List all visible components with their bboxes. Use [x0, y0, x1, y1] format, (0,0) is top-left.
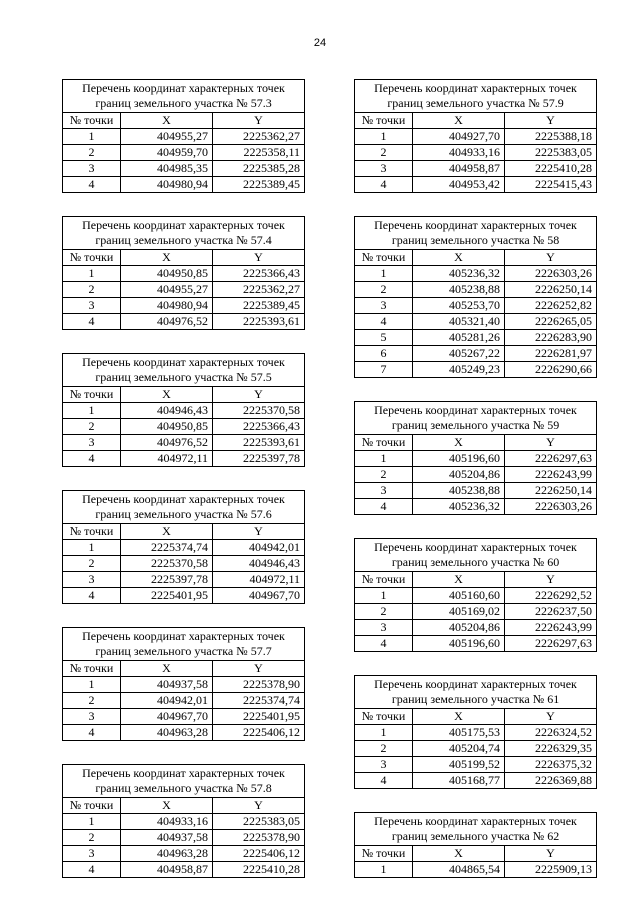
x-value: 405168,77 — [413, 773, 505, 789]
point-number: 5 — [355, 330, 413, 346]
point-number: 1 — [63, 129, 121, 145]
x-value: 405249,23 — [413, 362, 505, 378]
table-row — [63, 314, 305, 330]
point-number: 4 — [355, 314, 413, 330]
point-number: 2 — [63, 556, 121, 572]
x-value: 404955,27 — [121, 129, 213, 145]
point-number-header: № точки — [355, 709, 413, 725]
point-number: 1 — [355, 862, 413, 878]
y-header: Y — [213, 113, 305, 129]
point-number: 2 — [355, 145, 413, 161]
table-title: Перечень координат характерных точек границ земельного участка № 57.4 — [63, 217, 305, 250]
x-header: X — [121, 524, 213, 540]
point-number: 1 — [63, 403, 121, 419]
table-row — [355, 499, 597, 515]
table-row — [63, 161, 305, 177]
y-value: 2226303,26 — [505, 266, 597, 282]
coordinates-table — [62, 216, 305, 330]
y-value: 2225406,12 — [213, 725, 305, 741]
x-value: 405196,60 — [413, 451, 505, 467]
coordinates-table — [354, 216, 597, 378]
y-value: 2226369,88 — [505, 773, 597, 789]
table-row — [355, 282, 597, 298]
table-row — [355, 362, 597, 378]
y-header: Y — [505, 250, 597, 266]
table-row — [355, 314, 597, 330]
coordinates-table — [354, 538, 597, 652]
x-value: 405281,26 — [413, 330, 505, 346]
point-number: 3 — [355, 298, 413, 314]
x-value: 405238,88 — [413, 483, 505, 499]
point-number-header: № точки — [355, 572, 413, 588]
point-number-header: № точки — [63, 798, 121, 814]
y-value: 2225401,95 — [213, 709, 305, 725]
x-header: X — [413, 435, 505, 451]
x-header: X — [121, 250, 213, 266]
y-value: 2226290,66 — [505, 362, 597, 378]
y-value: 2226250,14 — [505, 483, 597, 499]
y-value: 2226297,63 — [505, 451, 597, 467]
table-row — [355, 451, 597, 467]
point-number-header: № точки — [355, 846, 413, 862]
table-title: Перечень координат характерных точек границ земельного участка № 57.7 — [63, 628, 305, 661]
x-header: X — [413, 113, 505, 129]
x-value: 405204,86 — [413, 467, 505, 483]
x-value: 404976,52 — [121, 314, 213, 330]
x-header: X — [413, 572, 505, 588]
x-value: 404972,11 — [121, 451, 213, 467]
x-value: 2225401,95 — [121, 588, 213, 604]
table-row — [355, 330, 597, 346]
point-number-header: № точки — [355, 113, 413, 129]
table-row — [355, 725, 597, 741]
x-value: 404937,58 — [121, 830, 213, 846]
x-value: 405253,70 — [413, 298, 505, 314]
coordinates-table — [62, 79, 305, 193]
y-value: 2225383,05 — [505, 145, 597, 161]
y-value: 2226303,26 — [505, 499, 597, 515]
table-row — [63, 451, 305, 467]
point-number: 3 — [63, 709, 121, 725]
x-header: X — [121, 661, 213, 677]
y-value: 2226252,82 — [505, 298, 597, 314]
y-header: Y — [213, 250, 305, 266]
table-row — [63, 725, 305, 741]
table-row — [63, 298, 305, 314]
table-title: Перечень координат характерных точек границ земельного участка № 57.5 — [63, 354, 305, 387]
point-number: 1 — [63, 540, 121, 556]
point-number: 4 — [355, 773, 413, 789]
point-number: 4 — [355, 636, 413, 652]
table-row — [355, 129, 597, 145]
point-number: 2 — [63, 693, 121, 709]
table-row — [355, 161, 597, 177]
table-row — [63, 572, 305, 588]
y-value: 404967,70 — [213, 588, 305, 604]
table-title: Перечень координат характерных точек границ земельного участка № 61 — [355, 676, 597, 709]
x-value: 405199,52 — [413, 757, 505, 773]
x-value: 404942,01 — [121, 693, 213, 709]
x-value: 404959,70 — [121, 145, 213, 161]
y-value: 2225410,28 — [213, 862, 305, 878]
x-value: 404953,42 — [413, 177, 505, 193]
y-value: 2226297,63 — [505, 636, 597, 652]
point-number: 1 — [63, 266, 121, 282]
y-value: 2225389,45 — [213, 177, 305, 193]
point-number-header: № точки — [63, 524, 121, 540]
table-row — [63, 846, 305, 862]
point-number: 1 — [355, 129, 413, 145]
point-number: 1 — [355, 725, 413, 741]
point-number: 4 — [63, 177, 121, 193]
x-value: 404963,28 — [121, 846, 213, 862]
y-value: 2225378,90 — [213, 677, 305, 693]
point-number: 2 — [63, 830, 121, 846]
x-value: 405175,53 — [413, 725, 505, 741]
x-value: 405160,60 — [413, 588, 505, 604]
point-number: 2 — [63, 419, 121, 435]
x-value: 2225374,74 — [121, 540, 213, 556]
x-header: X — [413, 846, 505, 862]
table-row — [355, 757, 597, 773]
x-value: 405238,88 — [413, 282, 505, 298]
y-header: Y — [213, 524, 305, 540]
table-row — [355, 177, 597, 193]
point-number: 3 — [355, 620, 413, 636]
point-number: 2 — [355, 282, 413, 298]
table-title: Перечень координат характерных точек границ земельного участка № 58 — [355, 217, 597, 250]
y-header: Y — [213, 387, 305, 403]
point-number: 4 — [355, 177, 413, 193]
x-value: 404946,43 — [121, 403, 213, 419]
x-value: 404967,70 — [121, 709, 213, 725]
point-number-header: № точки — [63, 250, 121, 266]
x-header: X — [121, 387, 213, 403]
table-row — [63, 266, 305, 282]
x-value: 405267,22 — [413, 346, 505, 362]
coordinates-table — [354, 79, 597, 193]
table-row — [355, 773, 597, 789]
table-row — [63, 830, 305, 846]
table-row — [355, 588, 597, 604]
point-number: 6 — [355, 346, 413, 362]
x-value: 405236,32 — [413, 499, 505, 515]
point-number: 4 — [63, 314, 121, 330]
point-number: 3 — [63, 846, 121, 862]
table-title: Перечень координат характерных точек границ земельного участка № 57.8 — [63, 765, 305, 798]
y-value: 2226329,35 — [505, 741, 597, 757]
point-number: 1 — [355, 588, 413, 604]
table-row — [63, 419, 305, 435]
table-row — [355, 620, 597, 636]
table-row — [355, 467, 597, 483]
right-column — [354, 79, 596, 901]
y-value: 2225383,05 — [213, 814, 305, 830]
y-value: 2225393,61 — [213, 314, 305, 330]
x-value: 404950,85 — [121, 419, 213, 435]
x-value: 404963,28 — [121, 725, 213, 741]
table-row — [63, 177, 305, 193]
coordinates-table — [354, 401, 597, 515]
table-row — [63, 709, 305, 725]
table-row — [63, 282, 305, 298]
y-value: 2225393,61 — [213, 435, 305, 451]
table-row — [63, 556, 305, 572]
x-value: 404955,27 — [121, 282, 213, 298]
y-header: Y — [505, 572, 597, 588]
x-header: X — [121, 798, 213, 814]
y-value: 2225909,13 — [505, 862, 597, 878]
y-value: 2225358,11 — [213, 145, 305, 161]
table-row — [355, 604, 597, 620]
table-row — [355, 741, 597, 757]
x-value: 404976,52 — [121, 435, 213, 451]
table-row — [63, 129, 305, 145]
point-number: 4 — [63, 451, 121, 467]
y-value: 2226265,05 — [505, 314, 597, 330]
point-number-header: № точки — [63, 113, 121, 129]
coordinates-table — [62, 353, 305, 467]
point-number: 1 — [355, 451, 413, 467]
y-value: 2226250,14 — [505, 282, 597, 298]
table-row — [63, 403, 305, 419]
table-row — [63, 435, 305, 451]
y-value: 404972,11 — [213, 572, 305, 588]
x-header: X — [121, 113, 213, 129]
x-value: 2225397,78 — [121, 572, 213, 588]
coordinates-table — [62, 764, 305, 878]
x-value: 404865,54 — [413, 862, 505, 878]
coordinates-table — [354, 812, 597, 878]
point-number: 4 — [63, 725, 121, 741]
coordinates-table — [62, 490, 305, 604]
point-number: 1 — [355, 266, 413, 282]
x-value: 404958,87 — [413, 161, 505, 177]
left-column — [62, 79, 304, 901]
y-header: Y — [505, 709, 597, 725]
table-row — [355, 483, 597, 499]
y-value: 2226324,52 — [505, 725, 597, 741]
x-value: 404980,94 — [121, 298, 213, 314]
x-header: X — [413, 250, 505, 266]
point-number: 2 — [63, 145, 121, 161]
y-value: 2226292,52 — [505, 588, 597, 604]
point-number: 4 — [63, 588, 121, 604]
point-number: 3 — [63, 572, 121, 588]
table-row — [355, 145, 597, 161]
x-value: 404958,87 — [121, 862, 213, 878]
point-number-header: № точки — [355, 250, 413, 266]
x-value: 405321,40 — [413, 314, 505, 330]
x-value: 404933,16 — [413, 145, 505, 161]
x-value: 405236,32 — [413, 266, 505, 282]
y-value: 2225374,74 — [213, 693, 305, 709]
y-value: 404942,01 — [213, 540, 305, 556]
x-value: 405196,60 — [413, 636, 505, 652]
y-value: 2226243,99 — [505, 620, 597, 636]
y-value: 2225366,43 — [213, 419, 305, 435]
table-row — [63, 814, 305, 830]
y-value: 2225378,90 — [213, 830, 305, 846]
y-value: 2225370,58 — [213, 403, 305, 419]
table-row — [355, 862, 597, 878]
x-value: 404985,35 — [121, 161, 213, 177]
table-row — [355, 346, 597, 362]
table-title: Перечень координат характерных точек границ земельного участка № 57.3 — [63, 80, 305, 113]
y-value: 2225389,45 — [213, 298, 305, 314]
y-value: 2225406,12 — [213, 846, 305, 862]
y-value: 2225388,18 — [505, 129, 597, 145]
x-value: 2225370,58 — [121, 556, 213, 572]
y-value: 2226375,32 — [505, 757, 597, 773]
y-value: 2226283,90 — [505, 330, 597, 346]
table-row — [63, 693, 305, 709]
point-number: 4 — [63, 862, 121, 878]
x-header: X — [413, 709, 505, 725]
table-title: Перечень координат характерных точек границ земельного участка № 62 — [355, 813, 597, 846]
y-value: 2225385,28 — [213, 161, 305, 177]
y-header: Y — [505, 113, 597, 129]
point-number: 3 — [63, 298, 121, 314]
point-number: 4 — [355, 499, 413, 515]
point-number: 7 — [355, 362, 413, 378]
point-number: 3 — [63, 435, 121, 451]
table-row — [355, 298, 597, 314]
point-number: 1 — [63, 677, 121, 693]
y-value: 2226243,99 — [505, 467, 597, 483]
table-row — [63, 677, 305, 693]
table-title: Перечень координат характерных точек границ земельного участка № 60 — [355, 539, 597, 572]
point-number-header: № точки — [63, 387, 121, 403]
point-number: 2 — [355, 604, 413, 620]
x-value: 404933,16 — [121, 814, 213, 830]
table-row — [63, 862, 305, 878]
x-value: 404927,70 — [413, 129, 505, 145]
point-number: 2 — [355, 741, 413, 757]
point-number: 3 — [63, 161, 121, 177]
table-title: Перечень координат характерных точек границ земельного участка № 57.9 — [355, 80, 597, 113]
y-value: 2225362,27 — [213, 282, 305, 298]
y-value: 2225366,43 — [213, 266, 305, 282]
y-header: Y — [213, 798, 305, 814]
x-value: 404980,94 — [121, 177, 213, 193]
x-value: 405169,02 — [413, 604, 505, 620]
point-number: 3 — [355, 757, 413, 773]
y-header: Y — [505, 846, 597, 862]
x-value: 404937,58 — [121, 677, 213, 693]
y-value: 2226237,50 — [505, 604, 597, 620]
y-value: 2225362,27 — [213, 129, 305, 145]
point-number: 3 — [355, 483, 413, 499]
table-title: Перечень координат характерных точек границ земельного участка № 57.6 — [63, 491, 305, 524]
y-header: Y — [505, 435, 597, 451]
y-value: 404946,43 — [213, 556, 305, 572]
table-row — [63, 588, 305, 604]
table-row — [63, 540, 305, 556]
point-number: 1 — [63, 814, 121, 830]
x-value: 405204,74 — [413, 741, 505, 757]
y-value: 2225397,78 — [213, 451, 305, 467]
coordinates-table — [62, 627, 305, 741]
x-value: 405204,86 — [413, 620, 505, 636]
x-value: 404950,85 — [121, 266, 213, 282]
coordinates-table — [354, 675, 597, 789]
table-title: Перечень координат характерных точек границ земельного участка № 59 — [355, 402, 597, 435]
point-number: 3 — [355, 161, 413, 177]
table-row — [355, 636, 597, 652]
y-value: 2226281,97 — [505, 346, 597, 362]
point-number-header: № точки — [355, 435, 413, 451]
point-number: 2 — [355, 467, 413, 483]
y-header: Y — [213, 661, 305, 677]
page-number: 24 — [313, 37, 327, 49]
table-row — [355, 266, 597, 282]
y-value: 2225415,43 — [505, 177, 597, 193]
y-value: 2225410,28 — [505, 161, 597, 177]
table-row — [63, 145, 305, 161]
point-number: 2 — [63, 282, 121, 298]
point-number-header: № точки — [63, 661, 121, 677]
